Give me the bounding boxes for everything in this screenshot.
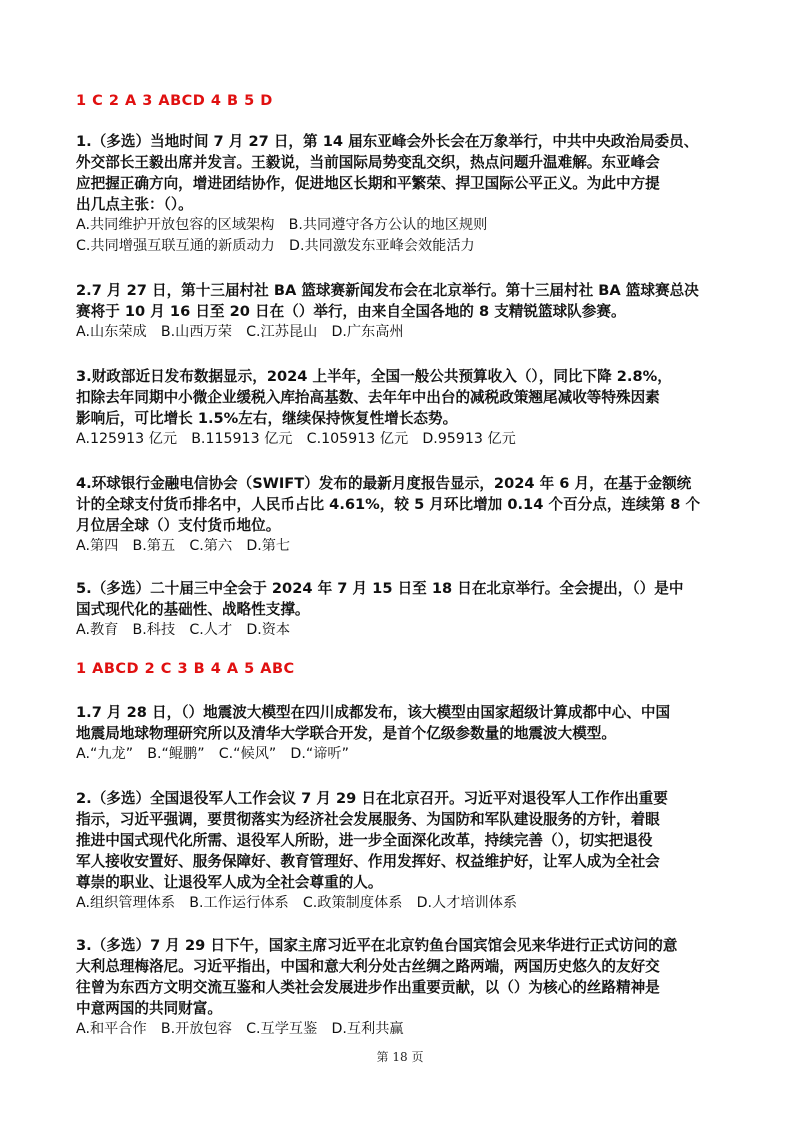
question-line: 影响后，可比增长 1.5%左右，继续保持恢复性增长态势。: [76, 410, 458, 427]
question-line: 应把握正确方向，增进团结协作，促进地区长期和平繁荣、捍卫国际公平正义。为此中方提: [76, 175, 660, 192]
question-line: 计的全球支付货币排名中，人民币占比 4.61%，较 5 月环比增加 0.14 个百分点，连续第 8 个: [76, 496, 701, 513]
question-line: 1.（多选）当地时间 7 月 27 日，第 14 届东亚峰会外长会在万象举行，中共中央政治局委员、: [76, 133, 699, 150]
question-line: 2.（多选）全国退役军人工作会议 7 月 29 日在北京召开。习近平对退役军人工作作出重要: [76, 790, 668, 807]
question-options: A.山东荣成 B.山西万荣 C.江苏昆山 D.广东高州: [76, 324, 404, 340]
question-line: 中意两国的共同财富。: [76, 1000, 222, 1017]
question-options: A.和平合作 B.开放包容 C.互学互鉴 D.互利共赢: [76, 1021, 404, 1037]
question-1-1: [76, 131, 736, 257]
question-2-1: [76, 702, 736, 765]
question-line: 外交部长王毅出席并发言。王毅说，当前国际局势变乱交织，热点问题升温难解。东亚峰会: [76, 154, 660, 171]
question-line: 尊崇的职业、让退役军人成为全社会尊重的人。: [76, 874, 383, 891]
question-line: 月位居全球（）支付货币地位。: [76, 517, 281, 534]
question-1-4: [76, 473, 736, 557]
answer-key-2: 1 ABCD 2 C 3 B 4 A 5 ABC: [76, 661, 295, 677]
question-options: A.教育 B.科技 C.人才 D.资本: [76, 622, 291, 638]
question-options: A.第四 B.第五 C.第六 D.第七: [76, 538, 291, 554]
question-line: 推进中国式现代化所需、退役军人所盼，进一步全面深化改革，持续完善（），切实把退役: [76, 832, 653, 849]
question-options: A.组织管理体系 B.工作运行体系 C.政策制度体系 D.人才培训体系: [76, 895, 518, 911]
page-number: 第 18 页: [376, 1050, 424, 1064]
question-line: 2.7 月 27 日，第十三届村社 BA 篮球赛新闻发布会在北京举行。第十三届村社 BA 篮球赛总决: [76, 282, 699, 299]
question-line: 往曾为东西方文明交流互鉴和人类社会发展进步作出重要贡献，以（）为核心的丝路精神是: [76, 979, 660, 996]
question-line: 5.（多选）二十届三中全会于 2024 年 7 月 15 日至 18 日在北京举行。全会提出，（）是中: [76, 580, 684, 597]
question-line: 赛将于 10 月 16 日至 20 日在（）举行，由来自全国各地的 8 支精锐篮球队参赛。: [76, 303, 626, 320]
question-1-2: [76, 280, 736, 343]
question-line: 军人接收安置好、服务保障好、教育管理好、作用发挥好、权益维护好，让军人成为全社会: [76, 853, 660, 870]
question-options: C.共同增强互联互通的新质动力 D.共同激发东亚峰会效能活力: [76, 238, 475, 254]
question-options: A.125913 亿元 B.115913 亿元 C.105913 亿元 D.95913 亿元: [76, 431, 516, 447]
question-options: A.共同维护开放包容的区域架构 B.共同遵守各方公认的地区规则: [76, 217, 488, 233]
question-2-3: [76, 935, 736, 1040]
question-line: 3.财政部近日发布数据显示，2024 上半年，全国一般公共预算收入（），同比下降 2.8%，: [76, 368, 672, 385]
question-line: 大利总理梅洛尼。习近平指出，中国和意大利分处古丝绸之路两端，两国历史悠久的友好交: [76, 958, 660, 975]
question-line: 扣除去年同期中小微企业缓税入库抬高基数、去年年中出台的减税政策翘尾减收等特殊因素: [76, 389, 660, 406]
answer-key-1: 1 C 2 A 3 ABCD 4 B 5 D: [76, 93, 273, 109]
question-line: 4.环球银行金融电信协会（SWIFT）发布的最新月度报告显示，2024 年 6 月，在基于金额统: [76, 475, 692, 492]
question-line: 1.7 月 28 日，（）地震波大模型在四川成都发布，该大模型由国家超级计算成都中心、中国: [76, 704, 671, 721]
question-line: 指示，习近平强调，要贯彻落实为经济社会发展服务、为国防和军队建设服务的方针，着眼: [76, 811, 660, 828]
question-1-5: [76, 578, 736, 641]
question-line: 出几点主张：（）。: [76, 196, 193, 213]
question-line: 国式现代化的基础性、战略性支撑。: [76, 601, 310, 618]
question-line: 地震局地球物理研究所以及清华大学联合开发，是首个亿级参数量的地震波大模型。: [76, 725, 616, 742]
question-line: 3.（多选）7 月 29 日下午，国家主席习近平在北京钓鱼台国宾馆会见来华进行正式访问的意: [76, 937, 678, 954]
question-options: A.“九龙” B.“鲲鹏” C.“候风” D.“谛听”: [76, 746, 349, 762]
question-1-3: [76, 366, 736, 450]
question-2-2: [76, 788, 736, 914]
